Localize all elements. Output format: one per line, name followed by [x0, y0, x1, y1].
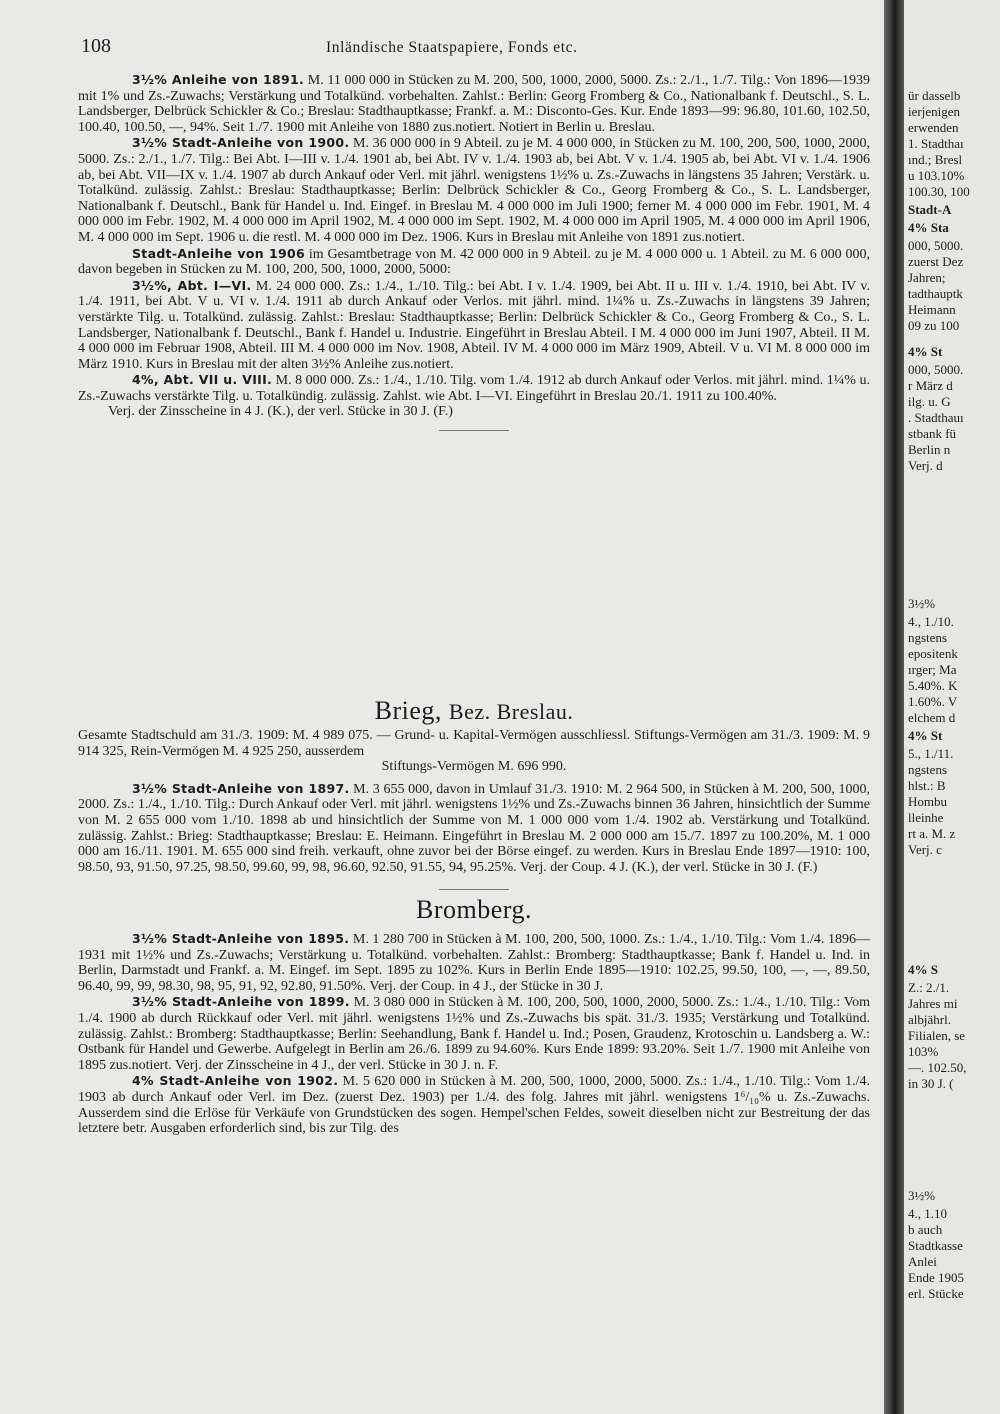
loan-text: M. 24 000 000. Zs.: 1./4., 1./10. Tilg.: bei Abt. I v. 1./4. 1909, bei Abt. II u. III v. 1./4. 1910, bei Abt. IV v. 1./4. 1911, bei Abt. V u. VI v. 1./4. 1911 ab durch Ankauf oder Verlos. mit jährl. mind. 1¼% u. Zs.-Zuwachs in längstens 39 Jahren; verstärkte Tilg. u. Totalkünd. zulässig. Zahlst.: Breslau: Stadthauptkasse; Berlin: Delbrück Schickler & Co., Georg Fromberg & Co., S. L. Landsberger, Nationalbank f. Deutschl., Bank f. Handel u. Industrie. Eingeführt in Breslau Abteil. I M. 4 000 000 im Juni 1907, Abteil. II M. 4 000 000 im Februar 1908, Abteil. III M. 4 000 000 im Nov. 1908, Abteil. IV M. 4 000 000 im März 1909, Abteil. V u. VI M. 8 000 000 im März 1910. Kurs in Breslau mit der alten 3½% Anleihe zus.notiert. [78, 278, 870, 372]
loan-entry [78, 994, 870, 1073]
adjacent-page [904, 0, 1000, 1414]
adjacent-text-fragment: 1.60%. V [908, 694, 958, 709]
adjacent-text-fragment: ierjenigen [908, 104, 960, 119]
breslau-section [78, 72, 870, 431]
adjacent-text-fragment: ngstens [908, 630, 947, 645]
loan-entry [78, 1073, 870, 1136]
loan-entry [78, 246, 870, 278]
adjacent-text-fragment: 100.30, 100 [908, 184, 970, 199]
loan-text: M. 3 080 000 in Stücken à M. 100, 200, 500, 1000, 2000, 5000. Zs.: 1./4., 1./10. Tilg.: Vom 1./4. 1900 ab durch Rückkauf oder Verl. mit jährl. wenigstens 1½% und Zs.-Zuwachs bis spät. 31./3. 1935; Verstärkung und Totalkünd. zulässig. Zahlst.: Bromberg: Stadthauptkasse; Berlin: Seehandlung, Bank f. Handel u. Ind.; Posen, Graudenz, Krotoschin u. Landsberg a. W.: Ostbank für Handel und Gewerbe. Aufgelegt in Berlin am 26./6. 1899 zu 94.60%. Kurs Ende 1899: 93.20%. Seit 1./7. 1900 mit Anleihe von 1895 zus.notiert. Verj. der Zinsscheine in 4 J., der verl. Stücke in 30 J. n. F. [78, 995, 870, 1073]
adjacent-text-fragment: Z.: 2./1. [908, 980, 950, 995]
adjacent-text-fragment: 3½% [908, 1188, 936, 1203]
book-gutter [884, 0, 904, 1414]
adjacent-text-fragment: Ende 1905 [908, 1270, 964, 1285]
adjacent-text-fragment: Verj. d [908, 458, 943, 473]
adjacent-text-fragment: Jahren; [908, 270, 946, 285]
loan-text: M. 1 280 700 in Stücken à M. 100, 200, 500, 1000. Zs.: 1./4., 1./10. Tilg.: Vom 1./4. 1896—1931 mit 1½% und Zs.-Zuwachs; Verstärkung u. Totalkünd. vorbehalten. Zahlst.: Bromberg: Stadthauptkasse; Bank f. Handel u. Ind. in Berlin, Darmstadt und Frankf. a. M. Eingef. im Sept. 1895 zu 102%. Kurs in Berlin Ende 1895—1910: 102.25, 99.50, 100, —, —, 89.50, 96.40, 99, 99, 98.30, 98, 95, 91, 92, 92.80, 91.50%. Verj. der Coup. in 4 J., der Stücke in 30 J. [78, 932, 870, 994]
loan-text: M. 5 620 000 in Stücken à M. 200, 500, 1000, 2000, 5000. Zs.: 1./4., 1./10. Tilg.: Vom 1./4. 1903 ab durch Ankauf oder Verl. im Dez. (zuerst Dez. 1903) per 1./4. des folg. Jahres mit jährl. wenigstens 1⁶/₁₀% u. Zs.-Zuwachs. Ausserdem sind die Erlöse für Verkäufe von Grundstücken des sogen. Hempel'schen Feldes, soweit dieselben nicht zur Bestreitung der das letztere betr. Ausgaben erforderlich sind, bis zur Tilg. des [78, 1074, 870, 1137]
section-divider [439, 889, 509, 890]
loan-entry [78, 372, 870, 404]
adjacent-text-fragment: 1. Stadthaı [908, 136, 964, 151]
adjacent-text-fragment: tadthauptk [908, 286, 963, 301]
adjacent-text-fragment: erl. Stücke [908, 1286, 964, 1301]
loan-heading: 3½% Stadt-Anleihe von 1897. [132, 780, 350, 796]
loan-heading: 3½% Stadt-Anleihe von 1899. [132, 994, 350, 1010]
adjacent-text-fragment: elchem d [908, 710, 956, 725]
adjacent-text-fragment: 4% Sta [908, 220, 949, 235]
adjacent-text-fragment: rt a. M. z [908, 826, 956, 841]
adjacent-text-fragment: ngstens [908, 762, 947, 777]
adjacent-text-fragment: Verj. c [908, 842, 942, 857]
city-heading [78, 895, 870, 925]
loan-heading: 3½%, Abt. I—VI. [132, 277, 252, 293]
loan-entry [78, 931, 870, 994]
adjacent-text-fragment: Stadtkasse [908, 1238, 963, 1253]
adjacent-text-fragment: Hombu [908, 794, 947, 809]
adjacent-text-fragment: Jahres mi [908, 996, 958, 1011]
adjacent-text-fragment: Filialen, se [908, 1028, 966, 1043]
adjacent-text-fragment: ür dasselb [908, 88, 961, 103]
adjacent-text-fragment: 09 zu 100 [908, 318, 960, 333]
city-name: Bromberg. [416, 895, 532, 924]
loan-text: M. 36 000 000 in 9 Abteil. zu je M. 4 000 000, in Stücken zu M. 100, 200, 500, 1000, 2000, 5000. Zs.: 2./1., 1./7. Tilg.: Bei Abt. I—III v. 1./4. 1901 ab, bei Abt. IV v. 1./4. 1903 ab, bei Abt. V v. 1./4. 1905 ab, bei Abt. VI v. 1./4. 1906 ab, bei Abt. VII—IX v. 1./4. 1907 ab durch Ankauf oder Verl. mit jährl. wenigstens 1½% u. Zs.-Zuwachs in längstens 35 Jahren; Verstärk. u. Totalkünd. zulässig. Zahlst.: Breslau: Stadthauptkasse; Berlin: Delbrück Schickler & Co., Georg Fromberg & Co., S. L. Landsberger, Nationalbank f. Deutschl., Bank für Handel u. Ind. Eingef. in Breslau M. 4 000 000 im Juli 1900; ferner M. 4 000 000 im Febr. 1901, M. 4 000 000 im Febr. 1902, M. 4 000 000 im April 1902, M. 4 000 000 im Sept. 1902, M. 4 000 000 im April 1905, M. 4 000 000 im April 1906, M. 4 000 000 im Sept. 1906 u. die restl. M. 4 000 000 im Dez. 1906. Kurs in Breslau mit Anleihe von 1891 zus.notiert. [78, 136, 870, 245]
loan-heading: 3½% Anleihe von 1891. [132, 72, 305, 87]
loan-text: M. 8 000 000. Zs.: 1./4., 1./10. Tilg. vom 1./4. 1912 ab durch Ankauf oder Verlos. mit jährl. mind. 1¼% u. Zs.-Zuwachs verstärkte Tilg. u. Totalkündig. zulässig. Zahlst. wie Abt. I—VI. Eingeführt in Breslau 20./1. 1911 zu 100.40%. [78, 373, 870, 404]
adjacent-text-fragment: albjährl. [908, 1012, 951, 1027]
loan-heading: Stadt-Anleihe von 1906 [132, 245, 305, 261]
loan-text: im Gesamtbetrage von M. 42 000 000 in 9 Abteil. zu je M. 4 000 000 u. 1 Abteil. zu M. 6 000 000, davon begeben in Stücken zu M. 100, 200, 500, 1000, 2000, 5000: [78, 246, 870, 278]
city-name: Brieg, [374, 696, 442, 725]
section-divider [439, 430, 509, 431]
adjacent-text-fragment: Stadt-A [908, 202, 952, 217]
adjacent-text-fragment: . Stadthauı [908, 410, 964, 425]
adjacent-text-fragment: erwenden [908, 120, 959, 135]
page-header [0, 35, 893, 59]
adjacent-text-fragment: Anlei [908, 1254, 937, 1269]
loan-text: M. 11 000 000 in Stücken zu M. 200, 500, 1000, 2000, 5000. Zs.: 2./1., 1./7. Tilg.: Von 1896—1939 mit 1% und Zs.-Zuwachs; Verstärkung und Totalkünd. vorbehalten. Zahlst.: Berlin: Georg Fromberg & Co., Nationalbank f. Deutschl., S. L. Landsberger, Delbrück Schickler & Co.; Breslau: Stadthauptkasse; Frankf. a. M.: Disconto-Ges. Kur. Ende 1893—99: 96.80, 101.60, 102.50, 100.40, 100.50, —, 94%. Seit 1./7. 1900 mit Anleihe von 1880 zus.notiert. Notiert in Berlin u. Breslau. [78, 73, 871, 135]
adjacent-text-fragment: 4., 1.10 [908, 1206, 947, 1221]
loan-heading: 3½% Stadt-Anleihe von 1900. [132, 135, 350, 151]
running-head: Inländische Staatspapiere, Fonds etc. [326, 39, 578, 56]
adjacent-text-fragment: 4% St [908, 344, 943, 359]
adjacent-text-fragment: stbank fü [908, 426, 957, 441]
adjacent-text-fragment: 5.40%. K [908, 678, 958, 693]
loan-entry [78, 278, 870, 373]
adjacent-text-fragment: epositenk [908, 646, 958, 661]
loan-entry [78, 781, 870, 876]
page-number: 108 [81, 35, 111, 57]
loan-entry [78, 72, 870, 135]
adjacent-text-fragment: u 103.10% [908, 168, 965, 183]
adjacent-text-fragment: 5., 1./11. [908, 746, 954, 761]
adjacent-text-fragment: 3½% [908, 596, 936, 611]
limitation-note: Verj. der Zinsscheine in 4 J. (K.), der verl. Stücke in 30 J. (F.) [108, 404, 453, 420]
loan-heading: 3½% Stadt-Anleihe von 1895. [132, 931, 350, 946]
brieg-section [78, 696, 870, 890]
adjacent-text-fragment: 000, 5000. [908, 238, 964, 253]
adjacent-text-fragment: hlst.: B [908, 778, 946, 793]
loan-entry [78, 135, 870, 245]
loan-heading: 4% Stadt-Anleihe von 1902. [132, 1073, 339, 1089]
bromberg-section [78, 895, 870, 1137]
adjacent-text-fragment: Berlin n [908, 442, 951, 457]
adjacent-text-fragment: ırger; Ma [908, 662, 957, 677]
adjacent-text-fragment: ilg. u. G [908, 394, 951, 409]
adjacent-text-fragment: 000, 5000. [908, 362, 964, 377]
city-region: Bez. Breslau. [448, 699, 574, 724]
adjacent-text-fragment: b auch [908, 1222, 943, 1237]
adjacent-text-fragment: 4., 1./10. [908, 614, 954, 629]
adjacent-text-fragment: 4% St [908, 728, 943, 743]
adjacent-text-fragment: in 30 J. ( [908, 1076, 954, 1091]
loan-text: M. 3 655 000, davon in Umlauf 31./3. 1910: M. 2 964 500, in Stücken à M. 200, 500, 1000, 2000. Zs.: 1./4., 1./10. Tilg.: Durch Ankauf oder Verl. mit jährl. wenigstens 1½% und Zs.-Zuwachs binnen 36 Jahren, hinsichtlich der Summe von M. 2 655 000 vom 1./10. 1898 ab und hinsichtlich der Summe von M. 1 000 000 vom 1./4. 1902 ab. Verstärkung und Totalkünd. zulässig. Zahlst.: Brieg: Stadthauptkasse; Breslau: E. Heimann. Eingeführt in Breslau M. 2 000 000 am 15./7. 1897 zu 100.20%, M. 1 000 000 am 16./11. 1901. M. 655 000 sind freih. verkauft, ohne zuvor bei der Börse eingef. zu werden. Kurs in Breslau Ende 1897—1910: 100, 98.50, 93, 91.50, 97.25, 98.50, 99.60, 99, 98, 96.60, 92.50, 91.55, 94, 95.25%. Verj. der Coup. 4 J. (K.), der verl. Stücke in 30 J. (F.) [78, 781, 871, 875]
adjacent-text-fragment: lleinhe [908, 810, 944, 825]
adjacent-text-fragment: 103% [908, 1044, 939, 1059]
adjacent-text-fragment: —. 102.50, [908, 1060, 967, 1075]
adjacent-text-fragment: Heimann [908, 302, 956, 317]
adjacent-text-fragment: r März d [908, 378, 953, 393]
city-heading [78, 696, 870, 726]
debt-summary-cont: Stiftungs-Vermögen M. 696 990. [381, 759, 567, 775]
debt-summary: Gesamte Stadtschuld am 31./3. 1909: M. 4 989 075. — Grund- u. Kapital-Vermögen ausschliessl. Stiftungs-Vermögen am 31./3. 1909: M. 9 914 325, Rein-Vermögen M. 4 925 250, ausserdem [78, 728, 870, 759]
loan-heading: 4%, Abt. VII u. VIII. [132, 372, 273, 388]
adjacent-text-fragment: 4% S [908, 962, 938, 977]
adjacent-text-fragment: zuerst Dez [908, 254, 964, 269]
adjacent-text-fragment: ınd.; Bresl [908, 152, 963, 167]
